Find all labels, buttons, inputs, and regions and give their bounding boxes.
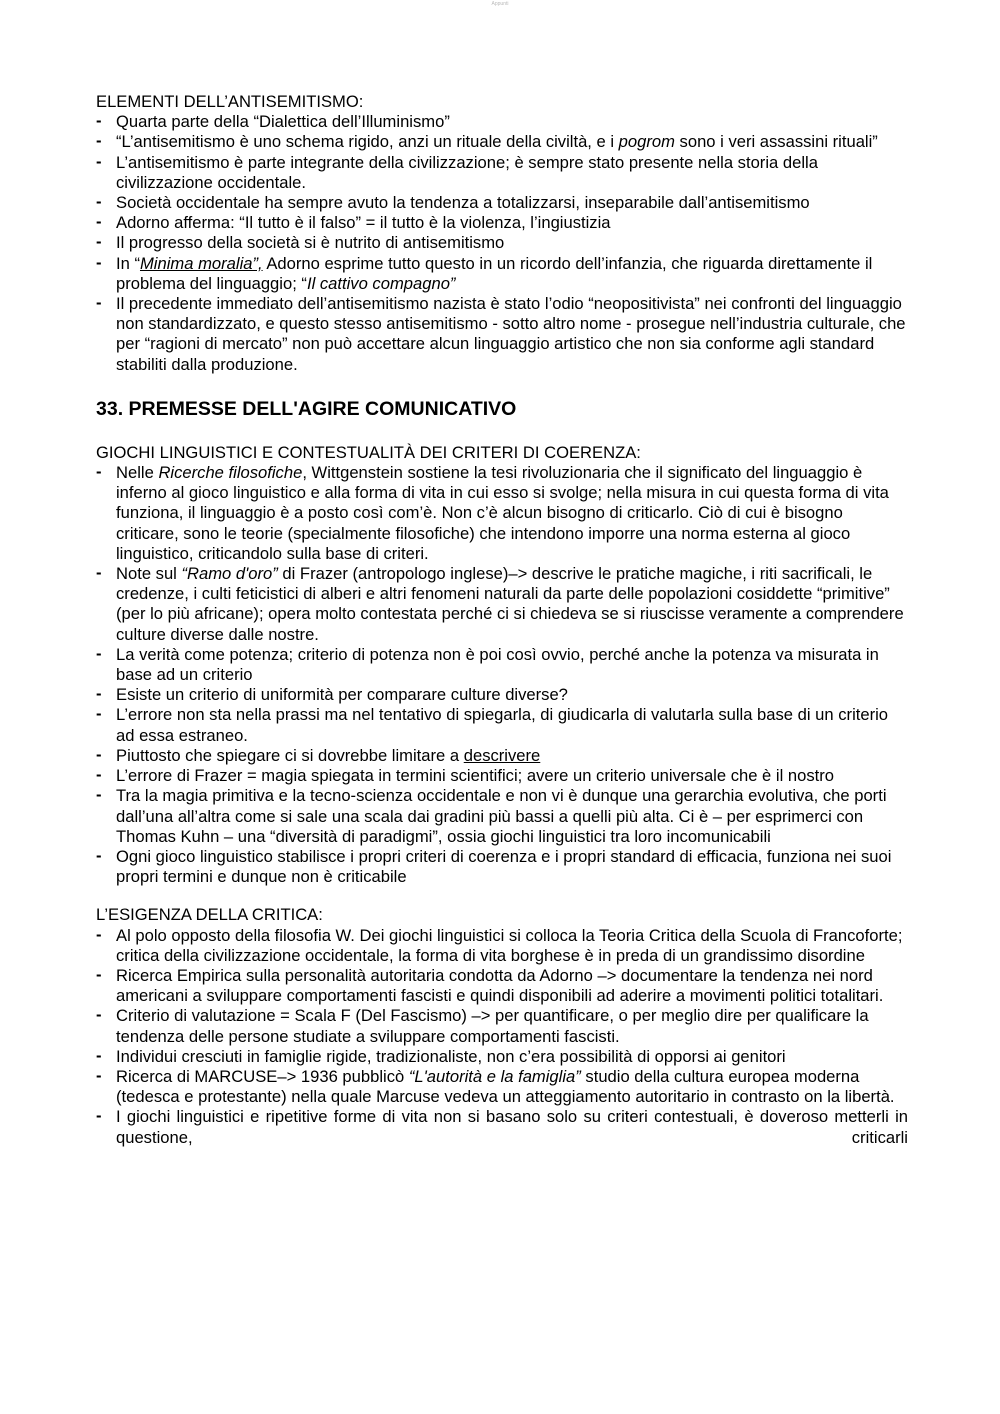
section-title-33: 33. PREMESSE DELL'AGIRE COMUNICATIVO xyxy=(96,397,517,420)
bullet-list-critique xyxy=(96,926,908,1148)
list-item: - Ogni gioco linguistico stabilisce i propri criteri di coerenza e i propri standard di efficacia, funziona nei suoi propri termini e dunque non è criticabile xyxy=(96,847,908,887)
list-item: - In “Minima moralia”, Adorno esprime tutto questo in un ricordo dell’infanzia, che riguarda direttamente il problema del linguaggio; “Il cattivo compagno” xyxy=(96,254,908,294)
list-item: - Al polo opposto della filosofia W. Dei giochi linguistici si colloca la Teoria Critica della Scuola di Francoforte; critica della civilizzazione occidentale, la forma di vita borghese è in preda di un grandissimo disordine xyxy=(96,926,908,966)
document-page xyxy=(96,92,908,1148)
list-item: - Ricerca di MARCUSE–> 1936 pubblicò “L'autorità e la famiglia” studio della cultura europea moderna (tedesca e protestante) nella quale Marcuse vedeva un atteggiamento autoritario in contrasto on la libertà. xyxy=(96,1067,908,1107)
list-item: - I giochi linguistici e ripetitive forme di vita non si basano solo su criteri contestuali, è doveroso metterli in questione, criticarli xyxy=(96,1107,908,1147)
list-item: - Adorno afferma: “Il tutto è il falso” = il tutto è la violenza, l’ingiustizia xyxy=(96,213,908,233)
list-item: - Esiste un criterio di uniformità per comparare culture diverse? xyxy=(96,685,908,705)
minima-moralia-link[interactable]: Minima moralia”, xyxy=(139,253,263,273)
list-item: - Individui cresciuti in famiglie rigide, tradizionaliste, non c’era possibilità di opporsi ai genitori xyxy=(96,1047,908,1067)
list-item: - Tra la magia primitiva e la tecno-scienza occidentale e non vi è dunque una gerarchia evolutiva, che porti dall’una all’altra come si sale una scala dai gradini più bassi a quelli più alta. Ci è – per esprimerci con Thomas Kuhn – una “diversità di paradigmi”, ossia giochi linguistici tra loro incomunicabili xyxy=(96,786,908,847)
subheading-language-games: GIOCHI LINGUISTICI E CONTESTUALITÀ DEI CRITERI DI COERENZA: xyxy=(96,442,641,462)
bullet-list-language-games xyxy=(96,463,908,887)
list-item: - Criterio di valutazione = Scala F (Del Fascismo) –> per quantificare, o per meglio dire per qualificare la tendenza delle persone studiate a sviluppare comportamenti fascisti. xyxy=(96,1006,908,1046)
list-item: - Ricerca Empirica sulla personalità autoritaria condotta da Adorno –> documentare la tendenza nei nord americani a sviluppare comportamenti fascisti e quindi disponibili ad aderire a movimenti politici totalitari. xyxy=(96,966,908,1006)
section-heading-antisemitism: ELEMENTI DELL’ANTISEMITISMO: xyxy=(96,92,364,111)
list-item: - Nelle Ricerche filosofiche, Wittgenstein sostiene la tesi rivoluzionaria che il significato del linguaggio è inferno al gioco linguistico e alla forma di vita in cui esso si svolge; nella misura in cui questa forma di vita funziona, il linguaggio è a posto così com’è. Non c’è alcun bisogno di criticarlo. Ciò di cui è bisogno criticare, sono le teorie (specialmente filosofiche) che intendono imporre una norma esterna al gioco linguistico, criticandolo sulla base di criteri. xyxy=(96,463,908,564)
subheading-critique: L’ESIGENZA DELLA CRITICA: xyxy=(96,905,323,925)
list-item: - Note sul “Ramo d'oro” di Frazer (antropologo inglese)–> descrive le pratiche magiche, i riti sacrificali, le credenze, i culti feticistici di alberi e altri fenomeni naturali da parte delle popolazioni cosiddette “primitive” (per lo più africane); opera molto contestata perché ci si chiedeva se si riuscisse veramente a comprendere culture diverse dalle nostre. xyxy=(96,564,908,645)
bullet-list-antisemitism xyxy=(96,112,908,375)
list-item: - Piuttosto che spiegare ci si dovrebbe limitare a descrivere xyxy=(96,746,908,766)
list-item: - L’errore di Frazer = magia spiegata in termini scientifici; avere un criterio universale che è il nostro xyxy=(96,766,908,786)
list-item: - L’antisemitismo è parte integrante della civilizzazione; è sempre stato presente nella storia della civilizzazione occidentale. xyxy=(96,153,908,193)
list-item: - Il precedente immediato dell’antisemitismo nazista è stato l’odio “neopositivista” nei confronti del linguaggio non standardizzato, e questo stesso antisemitismo - sotto altro nome - prosegue nell’industria culturale, che per “ragioni di mercato” non può accettare alcun linguaggio artistico che non sia conforme agli standard stabiliti dalla produzione. xyxy=(96,294,908,375)
list-item: - Il progresso della società si è nutrito di antisemitismo xyxy=(96,233,908,253)
list-item: - Società occidentale ha sempre avuto la tendenza a totalizzarsi, inseparabile dall’antisemitismo xyxy=(96,193,908,213)
list-item: - L’errore non sta nella prassi ma nel tentativo di spiegarla, di giudicarla di valutarla sulla base di un criterio ad essa estraneo. xyxy=(96,705,908,745)
list-item: - “L’antisemitismo è uno schema rigido, anzi un rituale della civiltà, e i pogrom sono i veri assassini rituali” xyxy=(96,132,908,152)
watermark: Appunti xyxy=(491,1,509,7)
descrivere-underlined: descrivere xyxy=(463,745,541,765)
list-item: - Quarta parte della “Dialettica dell’Illuminismo” xyxy=(96,112,908,132)
list-item: - La verità come potenza; criterio di potenza non è poi così ovvio, perché anche la potenza va misurata in base ad un criterio xyxy=(96,645,908,685)
